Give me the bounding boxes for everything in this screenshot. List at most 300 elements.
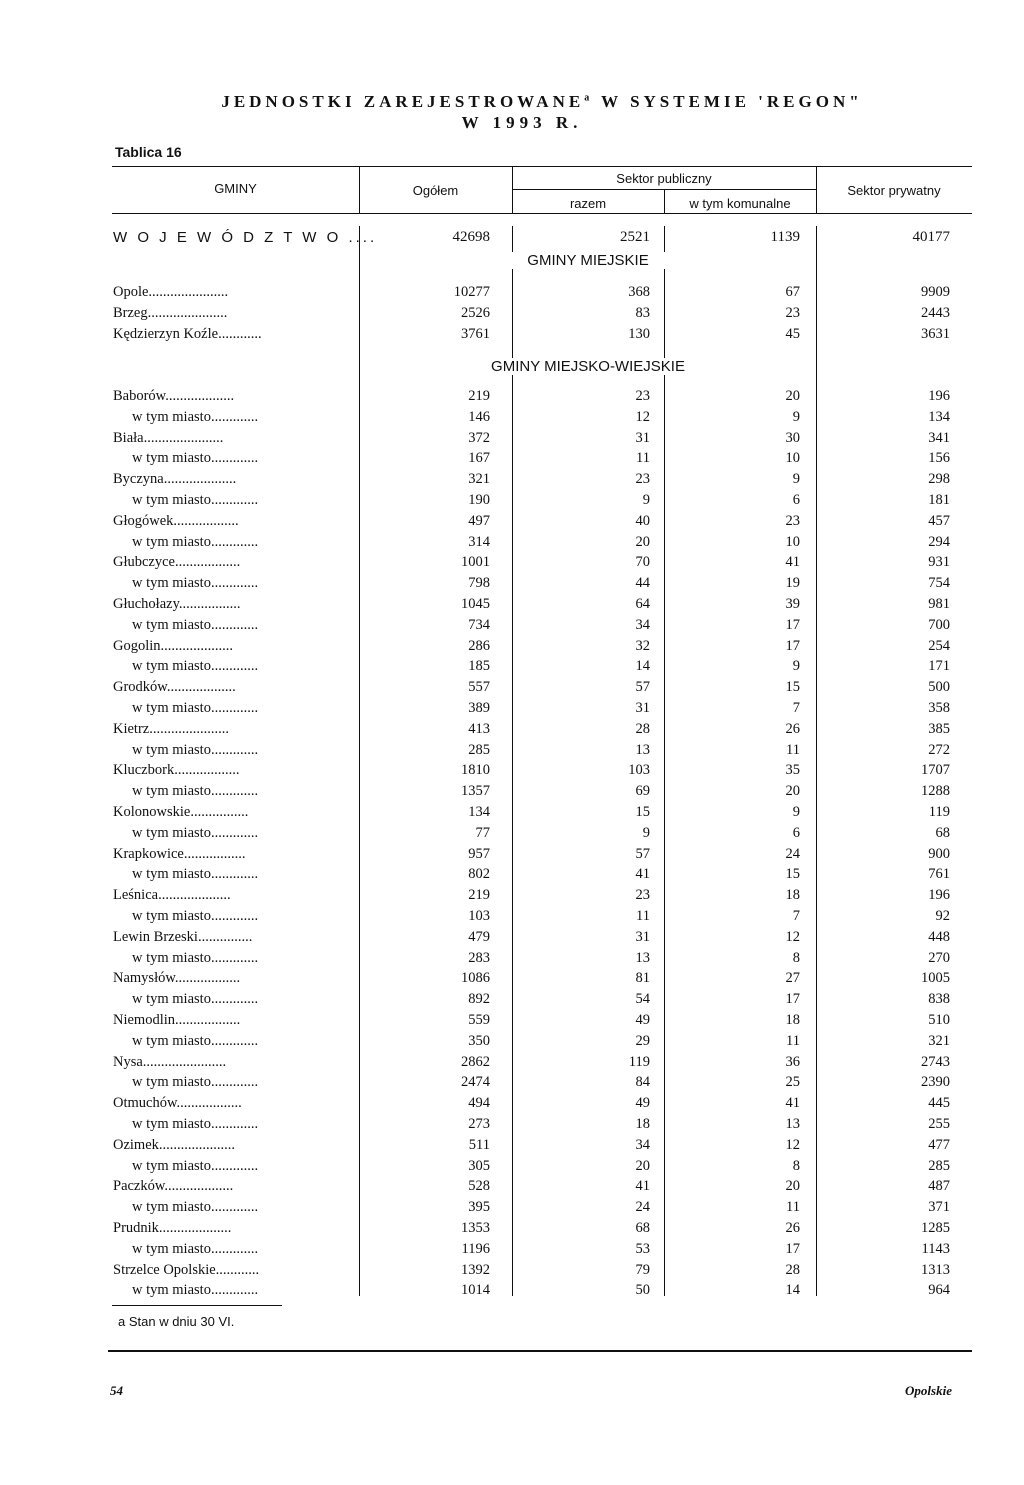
cell-prywatny: 285 [928,1157,950,1174]
cell-komunalne: 20 [785,783,800,800]
cell-razem: 79 [635,1261,650,1278]
cell-prywatny: 1285 [921,1220,950,1236]
cell-razem: 31 [635,700,650,716]
cell-prywatny: 1707 [921,762,950,779]
cell-ogolem: 42698 [452,229,490,245]
row-label-city: w tym miasto............. [132,492,259,508]
row-label-gmina: Niemodlin.................. [113,1012,241,1028]
cell-ogolem: 285 [468,741,490,758]
cell-prywatny: 754 [928,575,950,592]
cell-ogolem: 1353 [461,1220,490,1236]
table-row [0,781,1024,801]
cell-ogolem: 1014 [461,1282,490,1299]
table-row [0,615,1024,635]
table-row [0,552,1024,572]
table-row [0,1239,1024,1259]
cell-razem: 13 [635,949,650,966]
cell-razem: 40 [635,512,650,529]
table-row [0,844,1024,864]
cell-razem: 57 [635,679,650,696]
cell-komunalne: 10 [785,533,800,550]
cell-prywatny: 294 [928,533,950,550]
table-row [0,1156,1024,1176]
cell-razem: 15 [635,804,650,820]
cell-prywatny: 1288 [921,783,950,800]
cell-prywatny: 156 [928,450,950,467]
cell-razem: 34 [635,1136,650,1153]
col-gminy: GMINY [214,181,257,196]
footnote: a Stan w dniu 30 VI. [118,1314,235,1329]
table-row [0,428,1024,448]
table-row [0,927,1024,947]
cell-komunalne: 9 [792,658,800,675]
table-row [0,802,1024,822]
row-label-city: w tym miasto............. [132,1074,259,1091]
cell-razem: 31 [635,429,650,446]
section-gminy-miejsko-wiejskie: GMINY MIEJSKO-WIEJSKIE [360,358,816,375]
cell-razem: 68 [635,1220,650,1236]
cell-razem: 41 [635,1178,650,1195]
cell-prywatny: 254 [928,637,950,654]
cell-komunalne: 11 [786,1199,800,1216]
cell-komunalne: 12 [785,1136,800,1153]
cell-razem: 20 [635,1157,650,1174]
cell-komunalne: 45 [785,326,800,342]
cell-komunalne: 8 [792,949,800,966]
cell-prywatny: 119 [928,804,950,820]
cell-prywatny: 270 [928,949,950,966]
cell-ogolem: 219 [468,887,490,904]
cell-prywatny: 457 [928,512,950,529]
row-label-gmina: Głuchołazy................. [113,596,241,612]
cell-ogolem: 1392 [461,1261,490,1278]
cell-komunalne: 17 [785,616,800,633]
cell-ogolem: 798 [468,575,490,592]
cell-ogolem: 134 [468,804,490,820]
cell-prywatny: 2743 [921,1053,950,1070]
wojewodztwo-label: W O J E W Ó D Z T W O .... [113,229,378,246]
cell-razem: 119 [628,1053,650,1070]
cell-prywatny: 1313 [921,1261,950,1278]
cell-prywatny: 358 [928,700,950,716]
cell-ogolem: 2474 [461,1074,490,1091]
row-label-city: w tym miasto............. [132,991,259,1008]
table-row [0,677,1024,697]
col-ogolem: Ogółem [412,183,459,198]
table-row [0,532,1024,552]
cell-ogolem: 557 [468,679,490,696]
table-title [0,92,1024,112]
cell-razem: 44 [635,575,650,592]
cell-razem: 32 [635,637,650,654]
cell-komunalne: 25 [785,1074,800,1091]
cell-razem: 23 [635,388,650,404]
row-label-gmina: Otmuchów.................. [113,1095,242,1112]
table-row [0,1218,1024,1238]
cell-razem: 84 [635,1074,650,1091]
table-row [0,573,1024,593]
cell-razem: 81 [635,970,650,987]
cell-ogolem: 413 [468,720,490,737]
cell-ogolem: 395 [468,1199,490,1216]
table-row [0,1280,1024,1300]
header-bottom-rule [112,213,972,214]
row-label-gmina: Baborów................... [113,388,235,404]
row-label-city: w tym miasto............. [132,575,259,592]
table-row [0,656,1024,676]
row-label-city: w tym miasto............. [132,1240,259,1257]
row-label-city: w tym miasto............. [132,1199,259,1216]
row-label-city: w tym miasto............. [132,1157,259,1174]
table-row [0,303,1024,323]
cell-prywatny: 1005 [921,970,950,987]
row-label-city: w tym miasto............. [132,783,259,800]
table-number: Tablica 16 [115,144,182,160]
table-row [0,469,1024,489]
table-row [0,989,1024,1009]
cell-komunalne: 7 [792,700,800,716]
table-row [0,698,1024,718]
footnote-rule [112,1305,282,1306]
cell-prywatny: 298 [928,471,950,488]
cell-komunalne: 9 [792,804,800,820]
row-label-gmina: Opole...................... [113,284,229,300]
cell-ogolem: 167 [468,450,490,467]
cell-ogolem: 1196 [461,1240,490,1257]
table-row [0,1093,1024,1113]
cell-prywatny: 40177 [912,229,950,245]
row-label-gmina: Kędzierzyn Koźle............ [113,326,262,342]
cell-ogolem: 802 [468,866,490,883]
table-row [0,906,1024,926]
header-top-rule [112,166,972,167]
row-label-gmina: Brzeg...................... [113,305,228,321]
cell-komunalne: 27 [785,970,800,987]
cell-razem: 83 [635,305,650,321]
table-subtitle: W 1993 R. [461,113,583,132]
cell-prywatny: 272 [928,741,950,758]
table-row [0,282,1024,302]
cell-razem: 31 [635,928,650,945]
cell-komunalne: 36 [785,1053,800,1070]
cell-prywatny: 371 [928,1199,950,1216]
cell-razem: 11 [636,450,650,467]
cell-ogolem: 273 [468,1116,490,1132]
row-label-city: w tym miasto............. [132,450,259,467]
cell-razem: 24 [635,1199,650,1216]
table-row [0,636,1024,656]
row-label-gmina: Krapkowice................. [113,845,246,862]
cell-razem: 34 [635,616,650,633]
cell-prywatny: 700 [928,616,950,633]
col-sektor-publiczny: Sektor publiczny [616,171,712,186]
table-row [0,823,1024,843]
row-label-gmina: Leśnica.................... [113,887,231,904]
row-label-city: w tym miasto............. [132,408,259,425]
table-row [0,948,1024,968]
table-row [0,1031,1024,1051]
cell-komunalne: 15 [785,866,800,883]
cell-ogolem: 559 [468,1012,490,1028]
row-label-gmina: Paczków................... [113,1178,234,1195]
cell-komunalne: 30 [785,429,800,446]
page-number: 54 [110,1383,123,1398]
row-label-city: w tym miasto............. [132,949,259,966]
cell-ogolem: 10277 [453,284,490,300]
cell-ogolem: 497 [468,512,490,529]
cell-prywatny: 321 [928,1032,950,1049]
table-row [0,719,1024,739]
cell-komunalne: 26 [785,1220,800,1236]
row-label-city: w tym miasto............. [132,616,259,633]
cell-razem: 29 [635,1032,650,1049]
cell-komunalne: 20 [785,388,800,404]
row-label-gmina: Biała...................... [113,429,224,446]
table-row [0,760,1024,780]
cell-komunalne: 17 [785,991,800,1008]
cell-ogolem: 1357 [461,783,490,800]
section-gminy-miejskie: GMINY MIEJSKIE [360,252,816,269]
cell-ogolem: 511 [468,1136,490,1153]
table-row [0,448,1024,468]
cell-ogolem: 190 [468,492,490,508]
cell-razem: 18 [635,1116,650,1132]
row-label-gmina: Głubczyce.................. [113,554,241,571]
row-label-city: w tym miasto............. [132,658,259,675]
cell-ogolem: 77 [475,824,490,841]
cell-ogolem: 734 [468,616,490,633]
row-label-gmina: Kluczbork.................. [113,762,240,779]
cell-komunalne: 10 [785,450,800,467]
cell-prywatny: 181 [928,492,950,508]
cell-komunalne: 17 [785,637,800,654]
cell-komunalne: 9 [792,408,800,425]
cell-prywatny: 931 [928,554,950,571]
table-row [0,864,1024,884]
cell-komunalne: 24 [785,845,800,862]
cell-prywatny: 9909 [921,284,950,300]
cell-razem: 28 [635,720,650,737]
cell-komunalne: 26 [785,720,800,737]
row-label-city: w tym miasto............. [132,700,259,716]
table-row [0,324,1024,344]
cell-komunalne: 7 [792,908,800,924]
row-label-gmina: Grodków................... [113,679,236,696]
cell-komunalne: 15 [785,679,800,696]
col-w-tym-komunalne: w tym komunalne [689,196,791,211]
cell-razem: 54 [635,991,650,1008]
wojewodztwo-row [0,229,1024,247]
cell-prywatny: 981 [928,596,950,612]
cell-razem: 41 [635,866,650,883]
col-razem: razem [569,196,607,211]
cell-prywatny: 964 [928,1282,950,1299]
cell-razem: 9 [642,824,650,841]
cell-ogolem: 372 [468,429,490,446]
cell-razem: 50 [635,1282,650,1299]
cell-prywatny: 134 [928,408,950,425]
row-label-gmina: Kolonowskie................ [113,804,249,820]
cell-ogolem: 1045 [461,596,490,612]
title-superscript: a [584,92,594,104]
cell-komunalne: 20 [785,1178,800,1195]
cell-razem: 12 [635,408,650,425]
row-label-city: w tym miasto............. [132,1116,259,1132]
row-label-gmina: Strzelce Opolskie............ [113,1261,260,1278]
cell-ogolem: 479 [468,928,490,945]
cell-komunalne: 6 [792,492,800,508]
row-label-gmina: Namysłów.................. [113,970,241,987]
table-row [0,594,1024,614]
cell-razem: 9 [642,492,650,508]
cell-prywatny: 900 [928,845,950,862]
cell-komunalne: 1139 [770,229,800,245]
cell-prywatny: 68 [935,824,950,841]
cell-prywatny: 2390 [921,1074,950,1091]
cell-razem: 70 [635,554,650,571]
cell-prywatny: 196 [928,388,950,404]
cell-komunalne: 41 [785,1095,800,1112]
cell-razem: 69 [635,783,650,800]
cell-prywatny: 477 [928,1136,950,1153]
row-label-gmina: Kietrz...................... [113,720,229,737]
cell-ogolem: 2862 [461,1053,490,1070]
cell-ogolem: 3761 [461,326,490,342]
cell-prywatny: 838 [928,991,950,1008]
cell-razem: 49 [635,1012,650,1028]
table-row [0,740,1024,760]
cell-komunalne: 14 [785,1282,800,1299]
cell-komunalne: 11 [786,741,800,758]
cell-komunalne: 18 [785,1012,800,1028]
cell-ogolem: 185 [468,658,490,675]
cell-razem: 53 [635,1240,650,1257]
cell-ogolem: 1001 [461,554,490,571]
cell-razem: 2521 [620,229,650,245]
row-label-city: w tym miasto............. [132,1282,259,1299]
row-label-gmina: Prudnik.................... [113,1220,232,1236]
cell-komunalne: 23 [785,305,800,321]
cell-ogolem: 1810 [461,762,490,779]
cell-prywatny: 92 [935,908,950,924]
cell-razem: 11 [636,908,650,924]
title-part-rest: W SYSTEMIE 'REGON" [593,92,863,111]
cell-razem: 64 [635,596,650,612]
row-label-gmina: Ozimek..................... [113,1136,236,1153]
cell-razem: 23 [635,471,650,488]
cell-razem: 130 [628,326,650,342]
cell-prywatny: 510 [928,1012,950,1028]
table-row [0,386,1024,406]
cell-komunalne: 13 [785,1116,800,1132]
table-row [0,1114,1024,1134]
cell-razem: 13 [635,741,650,758]
cell-razem: 103 [628,762,650,779]
cell-ogolem: 283 [468,949,490,966]
cell-prywatny: 500 [928,679,950,696]
table-row [0,1072,1024,1092]
cell-ogolem: 321 [468,471,490,488]
cell-komunalne: 41 [785,554,800,571]
cell-prywatny: 171 [928,658,950,675]
row-label-city: w tym miasto............. [132,908,259,924]
cell-prywatny: 1143 [921,1240,950,1257]
table-row [0,1052,1024,1072]
cell-prywatny: 445 [928,1095,950,1112]
cell-ogolem: 389 [468,700,490,716]
cell-komunalne: 28 [785,1261,800,1278]
row-label-gmina: Byczyna.................... [113,471,237,488]
cell-ogolem: 2526 [461,305,490,321]
cell-razem: 368 [628,284,650,300]
title-part: JEDNOSTKI ZAREJESTROWANE [221,92,585,111]
row-label-city: w tym miasto............. [132,866,259,883]
cell-ogolem: 1086 [461,970,490,987]
cell-prywatny: 448 [928,928,950,945]
row-label-gmina: Lewin Brzeski............... [113,928,253,945]
table-row [0,1197,1024,1217]
cell-komunalne: 12 [785,928,800,945]
cell-razem: 14 [635,658,650,675]
cell-komunalne: 23 [785,512,800,529]
region-name: Opolskie [905,1383,952,1398]
cell-ogolem: 146 [468,408,490,425]
cell-ogolem: 314 [468,533,490,550]
cell-ogolem: 957 [468,845,490,862]
cell-razem: 57 [635,845,650,862]
cell-razem: 23 [635,887,650,904]
cell-ogolem: 528 [468,1178,490,1195]
table-row [0,407,1024,427]
cell-prywatny: 487 [928,1178,950,1195]
col-sektor-prywatny: Sektor prywatny [847,183,941,198]
row-label-city: w tym miasto............. [132,1032,259,1049]
cell-razem: 20 [635,533,650,550]
cell-komunalne: 35 [785,762,800,779]
row-label-gmina: Gogolin.................... [113,637,234,654]
table-row [0,1176,1024,1196]
table-row [0,885,1024,905]
table-row [0,1260,1024,1280]
cell-ogolem: 103 [468,908,490,924]
cell-komunalne: 39 [785,596,800,612]
cell-ogolem: 350 [468,1032,490,1049]
table-row [0,1135,1024,1155]
cell-ogolem: 892 [468,991,490,1008]
cell-prywatny: 2443 [921,305,950,321]
cell-komunalne: 17 [785,1240,800,1257]
row-label-gmina: Głogówek.................. [113,512,239,529]
row-label-gmina: Nysa....................... [113,1053,227,1070]
footer-rule [108,1350,972,1352]
cell-prywatny: 341 [928,429,950,446]
cell-komunalne: 8 [792,1157,800,1174]
cell-komunalne: 11 [786,1032,800,1049]
cell-komunalne: 67 [785,284,800,300]
cell-prywatny: 761 [928,866,950,883]
row-label-city: w tym miasto............. [132,533,259,550]
cell-ogolem: 286 [468,637,490,654]
row-label-city: w tym miasto............. [132,824,259,841]
table-row [0,968,1024,988]
row-label-city: w tym miasto............. [132,741,259,758]
cell-komunalne: 18 [785,887,800,904]
cell-komunalne: 19 [785,575,800,592]
cell-prywatny: 196 [928,887,950,904]
cell-ogolem: 305 [468,1157,490,1174]
cell-prywatny: 3631 [921,326,950,342]
table-row [0,1010,1024,1030]
